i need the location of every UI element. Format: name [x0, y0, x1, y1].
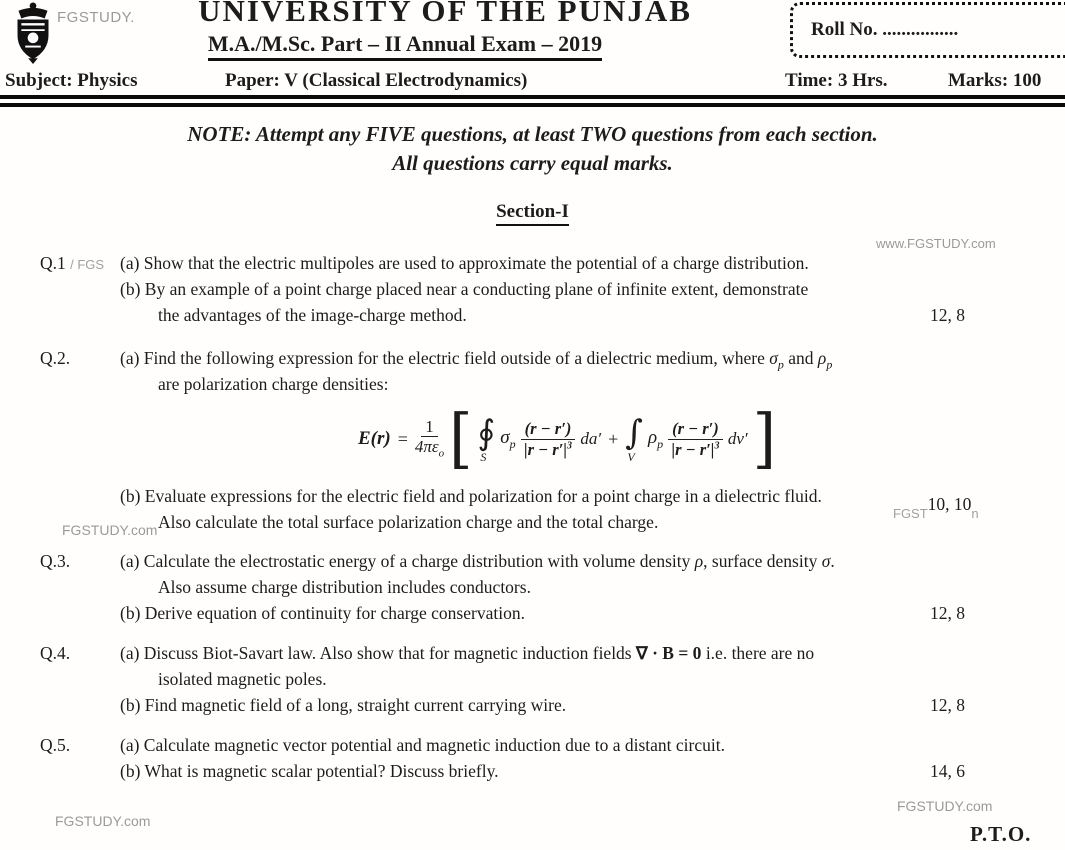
surface-kernel-fraction	[521, 420, 576, 458]
q1-part-b-line1: (b) By an example of a point charge placed near a conducting plane of infinite extent, demonstrate	[120, 279, 809, 299]
q1-part-b-line2: the advantages of the image-charge method.	[158, 305, 467, 325]
q2-a1-seg2: and	[783, 348, 818, 368]
question-2-marks	[893, 494, 979, 521]
exam-line-wrap	[95, 31, 715, 61]
watermark-header: FGSTUDY.	[57, 9, 135, 26]
rho-sub: p	[657, 436, 664, 451]
eq-plus: +	[608, 428, 619, 449]
rho-glyph: ρ	[647, 426, 658, 448]
question-2-text	[120, 345, 945, 535]
question-1-number	[40, 250, 104, 278]
q2-part-a-line2: are polarization charge densities:	[158, 374, 389, 394]
q3-a1-seg2: , surface density	[703, 551, 822, 571]
sigma-sub: p	[509, 436, 516, 451]
q3-a1-rho: ρ	[694, 551, 704, 571]
q2-a1-rho-sub: p	[826, 357, 833, 372]
q2-part-b-line2: Also calculate the total surface polarization charge and the total charge.	[158, 512, 659, 532]
roll-no-label: Roll No. ................	[811, 19, 959, 40]
section-heading-wrap	[0, 201, 1065, 226]
q2-a1-seg1: (a) Find the following expression for the electric field outside of a dielectric medium, where	[120, 348, 770, 368]
watermark-q1-inline: / FGS	[70, 257, 105, 272]
question-3-marks: 12, 8	[930, 603, 965, 623]
question-5-text	[120, 732, 945, 784]
section-heading: Section-I	[496, 201, 569, 226]
eq-coef-den-sub: o	[438, 447, 445, 460]
q1-number-text: Q.1	[40, 253, 66, 273]
question-1	[0, 250, 1065, 328]
note-line-2: All questions carry equal marks.	[392, 151, 673, 175]
q4-divergence-expression: ∇ · B = 0	[636, 643, 702, 663]
da-differential: da′	[580, 429, 602, 448]
question-1-marks: 12, 8	[930, 305, 965, 325]
subject-label: Subject: Physics	[5, 70, 138, 91]
surface-den-exp: 3	[566, 440, 572, 451]
eq-coef-den	[415, 437, 444, 460]
pto-label: P.T.O.	[970, 822, 1032, 846]
electric-field-equation	[227, 403, 907, 475]
question-4-marks: 12, 8	[930, 695, 965, 715]
q2-part-b-line1: (b) Evaluate expressions for the electric field and polarization for a point charge in a dielectric fluid.	[120, 486, 822, 506]
rho-p-symbol	[648, 427, 663, 452]
dv-differential: dv′	[727, 429, 748, 448]
eq-left-bracket: [	[449, 401, 473, 477]
eq-right-bracket: ]	[752, 401, 776, 477]
time-label: Time: 3 Hrs.	[785, 70, 888, 91]
exam-line: M.A./M.Sc. Part – II Annual Exam – 2019	[208, 31, 602, 61]
q3-a1-sigma: σ	[821, 551, 831, 571]
q3-a1-seg1: (a) Calculate the electrostatic energy of a charge distribution with volume density	[120, 551, 695, 571]
volume-integral-operator	[625, 412, 643, 464]
q2-part-a-line1	[120, 345, 945, 371]
watermark-q2-marks-tail: n	[971, 506, 979, 521]
eq-coef-den-main: 4πε	[414, 437, 439, 457]
q2-a1-sigma-sub: p	[777, 357, 784, 372]
volume-kernel-den	[671, 440, 719, 458]
watermark-bottom-left: FGSTUDY.com	[55, 813, 151, 829]
question-4-number: Q.4.	[40, 643, 71, 663]
oint-sub: S	[480, 449, 487, 464]
q3-part-a-line1	[120, 548, 945, 574]
watermark-bottom-right: FGSTUDY.com	[897, 798, 993, 814]
eq-lhs: E(r)	[358, 428, 391, 449]
integral-icon: ∫	[625, 412, 643, 453]
integral-sub: V	[627, 449, 635, 464]
surface-kernel-num: (r − r′)	[521, 420, 576, 439]
marks-label: Marks: 100	[948, 70, 1042, 91]
question-5-marks: 14, 6	[930, 761, 965, 781]
surface-kernel-den	[524, 440, 572, 458]
header-divider	[0, 95, 1065, 107]
q5-part-b-line1: (b) What is magnetic scalar potential? Discuss briefly.	[120, 761, 499, 781]
q4-part-b-line1: (b) Find magnetic field of a long, straight current carrying wire.	[120, 695, 567, 715]
question-5	[0, 732, 1065, 784]
sigma-p-symbol	[500, 427, 515, 452]
q2-a1-rho: ρ	[817, 348, 827, 368]
question-2	[0, 345, 1065, 535]
q5-part-a-line1: (a) Calculate magnetic vector potential and magnetic induction due to a distant circuit.	[120, 735, 725, 755]
volume-den-main: |r − r′|	[671, 439, 715, 459]
q1-part-a-line1: (a) Show that the electric multipoles are used to approximate the potential of a charge distribution.	[120, 253, 809, 273]
question-1-text	[120, 250, 945, 328]
surface-den-main: |r − r′|	[523, 439, 567, 459]
paper-label: Paper: V (Classical Electrodynamics)	[225, 70, 528, 91]
question-3-number: Q.3.	[40, 551, 71, 571]
q4-a1-seg1: (a) Discuss Biot-Savart law. Also show that for magnetic induction fields	[120, 643, 636, 663]
crest-icon	[8, 2, 58, 64]
volume-kernel-fraction	[668, 420, 723, 458]
watermark-mid-left: FGSTUDY.com	[62, 522, 158, 538]
q2-marks-value: 10, 10	[927, 494, 972, 514]
volume-kernel-num: (r − r′)	[668, 420, 723, 439]
university-crest-logo	[8, 2, 58, 69]
q3-part-a-line2: Also assume charge distribution includes conductors.	[158, 577, 531, 597]
oint-icon: ∮	[477, 412, 496, 453]
university-title: UNIVERSITY OF THE PUNJAB	[198, 0, 692, 28]
question-2-number: Q.2.	[40, 348, 71, 368]
question-3	[0, 548, 1065, 626]
eq-coefficient-fraction	[415, 418, 444, 461]
q2-a1-sigma: σ	[769, 348, 778, 368]
roll-no-box	[790, 2, 1065, 58]
question-3-text	[120, 548, 945, 626]
eq-equals: =	[397, 428, 408, 449]
surface-integral-operator	[477, 412, 496, 464]
question-4	[0, 640, 1065, 718]
q4-part-a-line1	[120, 640, 945, 666]
volume-den-exp: 3	[714, 440, 720, 451]
note-line-1: NOTE: Attempt any FIVE questions, at least TWO questions from each section.	[187, 122, 878, 146]
q3-part-b-line1: (b) Derive equation of continuity for charge conservation.	[120, 603, 525, 623]
question-5-number: Q.5.	[40, 735, 71, 755]
watermark-top-right: www.FGSTUDY.com	[876, 236, 996, 251]
watermark-q2-marks: FGST	[893, 506, 928, 521]
sigma-glyph: σ	[500, 426, 510, 448]
q4-a1-seg2: i.e. there are no	[701, 643, 815, 663]
q3-a1-seg3: .	[830, 551, 835, 571]
q4-part-a-line2: isolated magnetic poles.	[158, 669, 327, 689]
question-4-text	[120, 640, 945, 718]
eq-coef-num: 1	[421, 418, 438, 438]
